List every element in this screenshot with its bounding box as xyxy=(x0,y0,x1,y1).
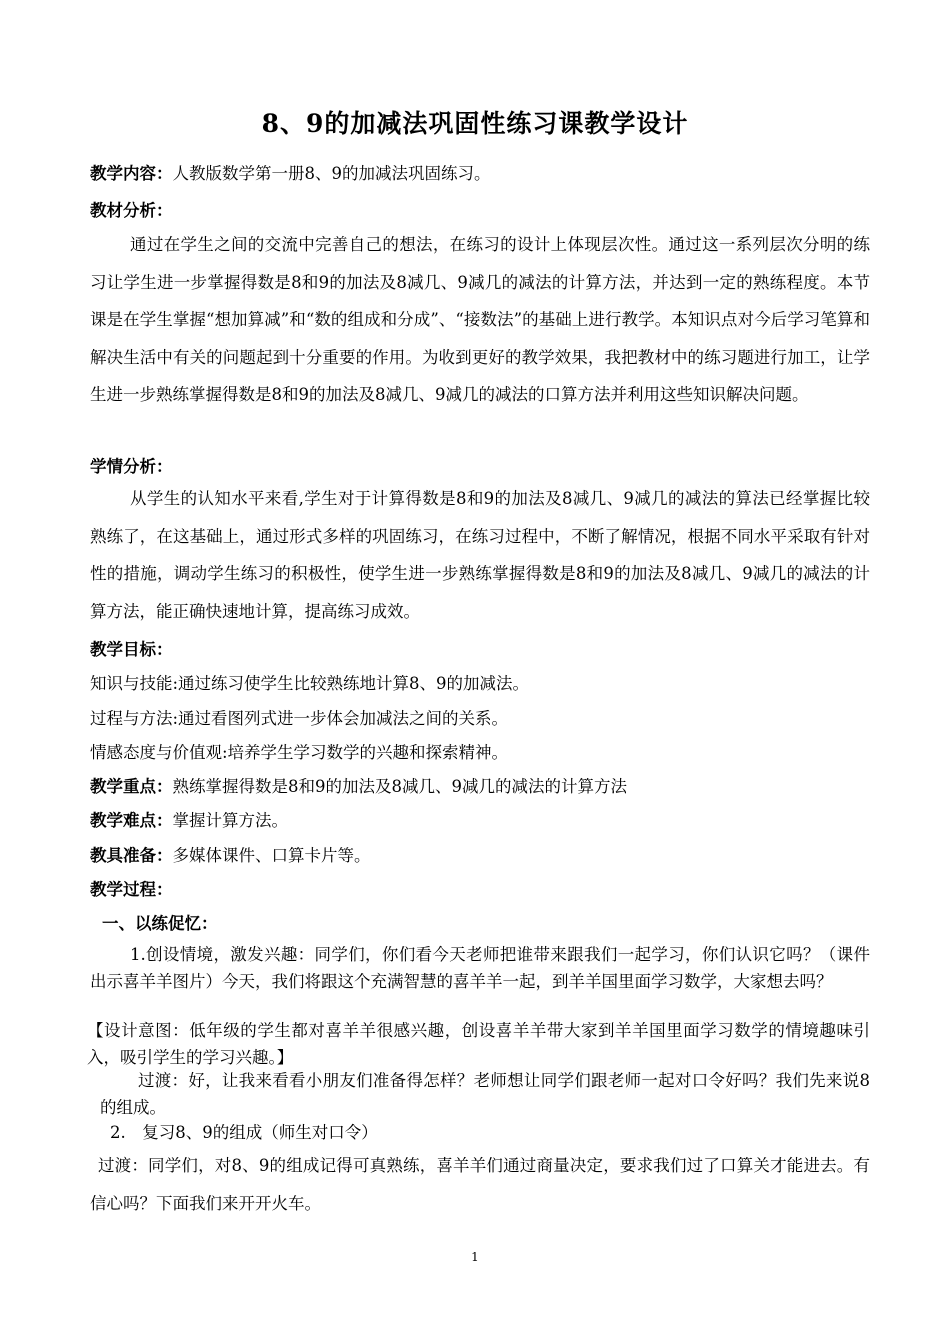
teaching-content xyxy=(90,160,870,184)
student-analysis-heading: 学情分析： xyxy=(90,457,173,476)
material-analysis-heading: 教材分析： xyxy=(90,201,173,220)
goal-item: 知识与技能:通过练习使学生比较熟练地计算8、9的加减法。 xyxy=(90,674,530,693)
key-point-text: 熟练掌握得数是8和9的加法及8减几、9减几的减法的计算方法 xyxy=(172,777,627,796)
step-1: 1.创设情境，激发兴趣：同学们，你们看今天老师把谁带来跟我们一起学习，你们认识它吗？（课件出示喜羊羊图片）今天，我们将跟这个充满智慧的喜羊羊一起，到羊羊国里面学习数学，大家想去吗？ xyxy=(90,945,870,991)
goals-heading: 教学目标： xyxy=(90,640,173,659)
transition-2: 过渡：同学们，对8、9的组成记得可真熟练，喜羊羊们通过商量决定，要求我们过了口算关才能进去。有信心吗？下面我们来开开火车。 xyxy=(90,1156,870,1213)
tools-label: 教具准备： xyxy=(90,846,173,865)
tools xyxy=(90,842,870,866)
difficulty-label: 教学难点： xyxy=(90,811,173,830)
key-point xyxy=(90,773,870,797)
goal-item: 情感态度与价值观:培养学生学习数学的兴趣和探索精神。 xyxy=(90,743,509,762)
goal-item: 过程与方法:通过看图列式进一步体会加减法之间的关系。 xyxy=(90,709,509,728)
design-note: 【设计意图：低年级的学生都对喜羊羊很感兴趣，创设喜羊羊带大家到羊羊国里面学习数学的情境趣味引入，吸引学生的学习兴趣。】 xyxy=(87,1021,870,1067)
difficulty-text: 掌握计算方法。 xyxy=(172,811,288,830)
key-point-label: 教学重点： xyxy=(90,777,173,796)
teaching-content-label: 教学内容： xyxy=(90,164,173,183)
teaching-content-text: 人教版数学第一册8、9的加减法巩固练习。 xyxy=(172,164,491,183)
document-title: 8、9的加减法巩固性练习课教学设计 xyxy=(261,109,689,138)
material-analysis-text: 通过在学生之间的交流中完善自己的想法，在练习的设计上体现层次性。通过这一系列层次分明的练习让学生进一步掌握得数是8和9的加法及8减几、9减几的减法的计算方法，并达到一定的熟练程度。本节课是在学生掌握“想加算减”和“数的组成和分成”、“接数法”的基础上进行教学。本知识点对今后学习笔算和解决生活中有关的问题起到十分重要的作用。为收到更好的教学效果，我把教材中的练习题进行加工，让学生进一步熟练掌握得数是8和9的加法及8减几、9减几的减法的口算方法并利用这些知识解决问题。 xyxy=(90,235,870,404)
difficulty xyxy=(90,807,870,831)
transition-1: 过渡：好，让我来看看小朋友们准备得怎样？老师想让同学们跟老师一起对口令好吗？我们先来说8的组成。 xyxy=(100,1071,870,1117)
process-heading: 教学过程： xyxy=(90,880,173,899)
student-analysis-text: 从学生的认知水平来看,学生对于计算得数是8和9的加法及8减几、9减几的减法的算法已经掌握比较熟练了，在这基础上，通过形式多样的巩固练习，在练习过程中，不断了解情况，根据不同水平采取有针对性的措施，调动学生练习的积极性，使学生进一步熟练掌握得数是8和9的加法及8减几、9减几的减法的计算方法，能正确快速地计算，提高练习成效。 xyxy=(90,489,870,621)
tools-text: 多媒体课件、口算卡片等。 xyxy=(172,846,371,865)
section-heading: 一、以练促忆： xyxy=(102,914,218,933)
step-2: 2. 复习8、9的组成（师生对口令） xyxy=(110,1123,378,1142)
page-number: 1 xyxy=(471,1250,479,1264)
